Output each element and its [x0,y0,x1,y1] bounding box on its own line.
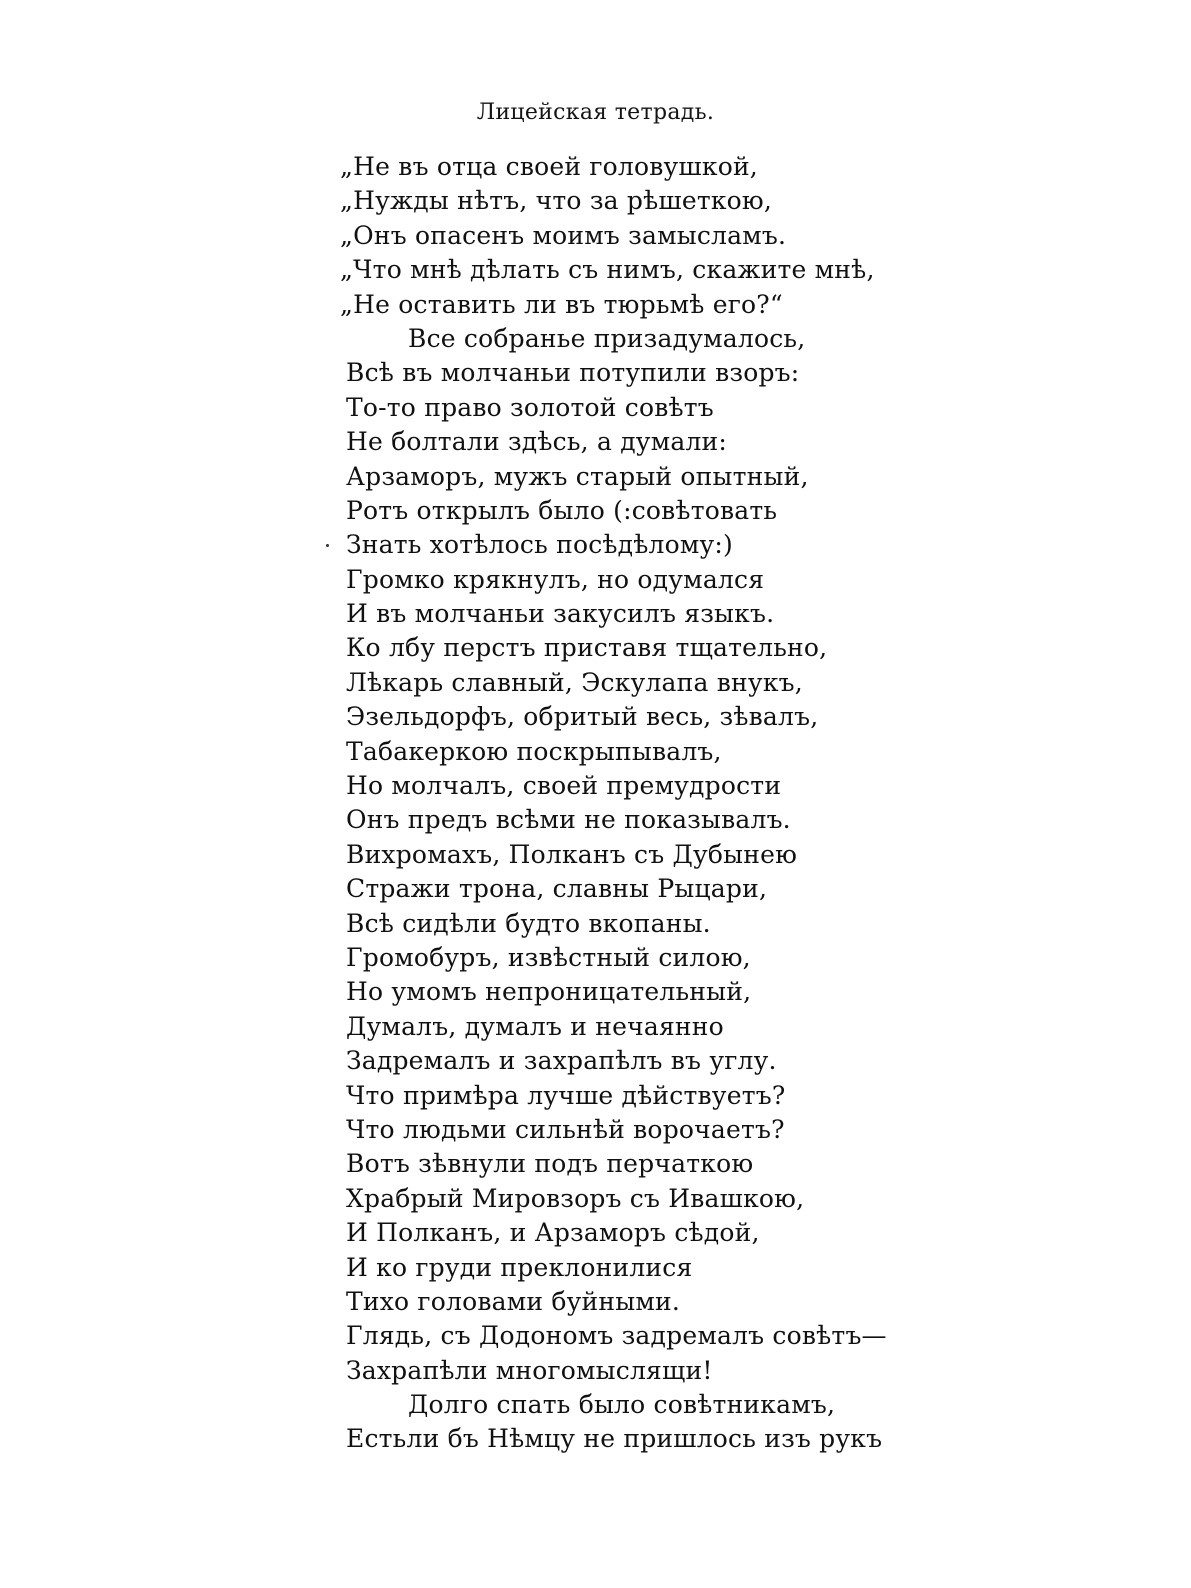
poem-line: Что людьми сильнѣй ворочаетъ? [346,1114,785,1144]
poem-line: Лѣкарь славный, Эскулапа внукъ, [346,667,803,697]
poem-line: Ротъ открылъ было (:совѣтовать [346,495,778,525]
poem-line: Все собранье призадумалось, [408,323,806,353]
poem-line: „Не оставить ли въ тюрьмѣ его?“ [340,289,783,319]
poem-line: И въ молчаньи закусилъ языкъ. [346,599,775,629]
poem-line: Тихо головами буйными. [346,1286,680,1316]
poem-line: „Онъ опасенъ моимъ замысламъ. [340,220,787,250]
poem-line: То-то право золотой совѣтъ [346,392,714,422]
poem-line: Долго спать было совѣтникамъ, [408,1390,836,1420]
poem-line: Арзаморъ, мужъ старый опытный, [346,461,809,491]
poem-line: Громко крякнулъ, но одумался [346,564,765,594]
poem-line: Что примѣра лучше дѣйствуетъ? [346,1080,786,1110]
poem-line: Естьли бъ Нѣмцу не пришлось изъ рукъ [346,1424,883,1454]
poem-line: „Нужды нѣтъ, что за рѣшеткою, [340,186,773,216]
poem-line: И ко груди преклонилися [346,1252,693,1282]
poem-line: Громобуръ, извѣстный силою, [346,942,751,972]
poem-line: Вихромахъ, Полканъ съ Дубынею [346,839,798,869]
poem-line: Ко лбу перстъ приставя тщательно, [346,633,828,663]
poem-text [340,150,1106,1457]
poem-line: Знать хотѣлось посѣдѣлому:) [346,530,734,560]
poem-line: И Полканъ, и Арзаморъ сѣдой, [346,1218,760,1248]
poem-line: Храбрый Мировзоръ съ Ивашкою, [346,1183,805,1213]
poem-line: Но молчалъ, своей премудрости [346,771,782,801]
poem-line: Табакеркою поскрыпывалъ, [346,736,722,766]
ink-speck [326,544,329,547]
poem-line: Думалъ, думалъ и нечаянно [346,1011,724,1041]
running-title: Лицейская тетрадь. [476,100,715,125]
poem-line: Глядь, съ Додономъ задремалъ совѣтъ— [346,1321,887,1351]
poem-line: Захрапѣли многомыслящи! [346,1355,713,1385]
poem-line: Стражи трона, славны Рыцари, [346,874,768,904]
poem-line: Задремалъ и захрапѣлъ въ углу. [346,1046,777,1076]
poem-line: Но умомъ непроницательный, [346,977,752,1007]
poem-line: „Что мнѣ дѣлать съ нимъ, скажите мнѣ, [340,255,875,285]
poem-line: Не болтали здѣсь, а думали: [346,427,728,457]
poem-line: Всѣ въ молчаньи потупили взоръ: [346,358,800,388]
poem-line: Эзельдорфъ, обритый весь, зѣвалъ, [346,702,819,732]
poem-line: Вотъ зѣвнули подъ перчаткою [346,1149,754,1179]
poem-line: Онъ предъ всѣми не показывалъ. [346,805,791,835]
poem-line: Всѣ сидѣли будто вкопаны. [346,908,711,938]
poem-line: „Не въ отца своей головушкой, [340,152,758,181]
